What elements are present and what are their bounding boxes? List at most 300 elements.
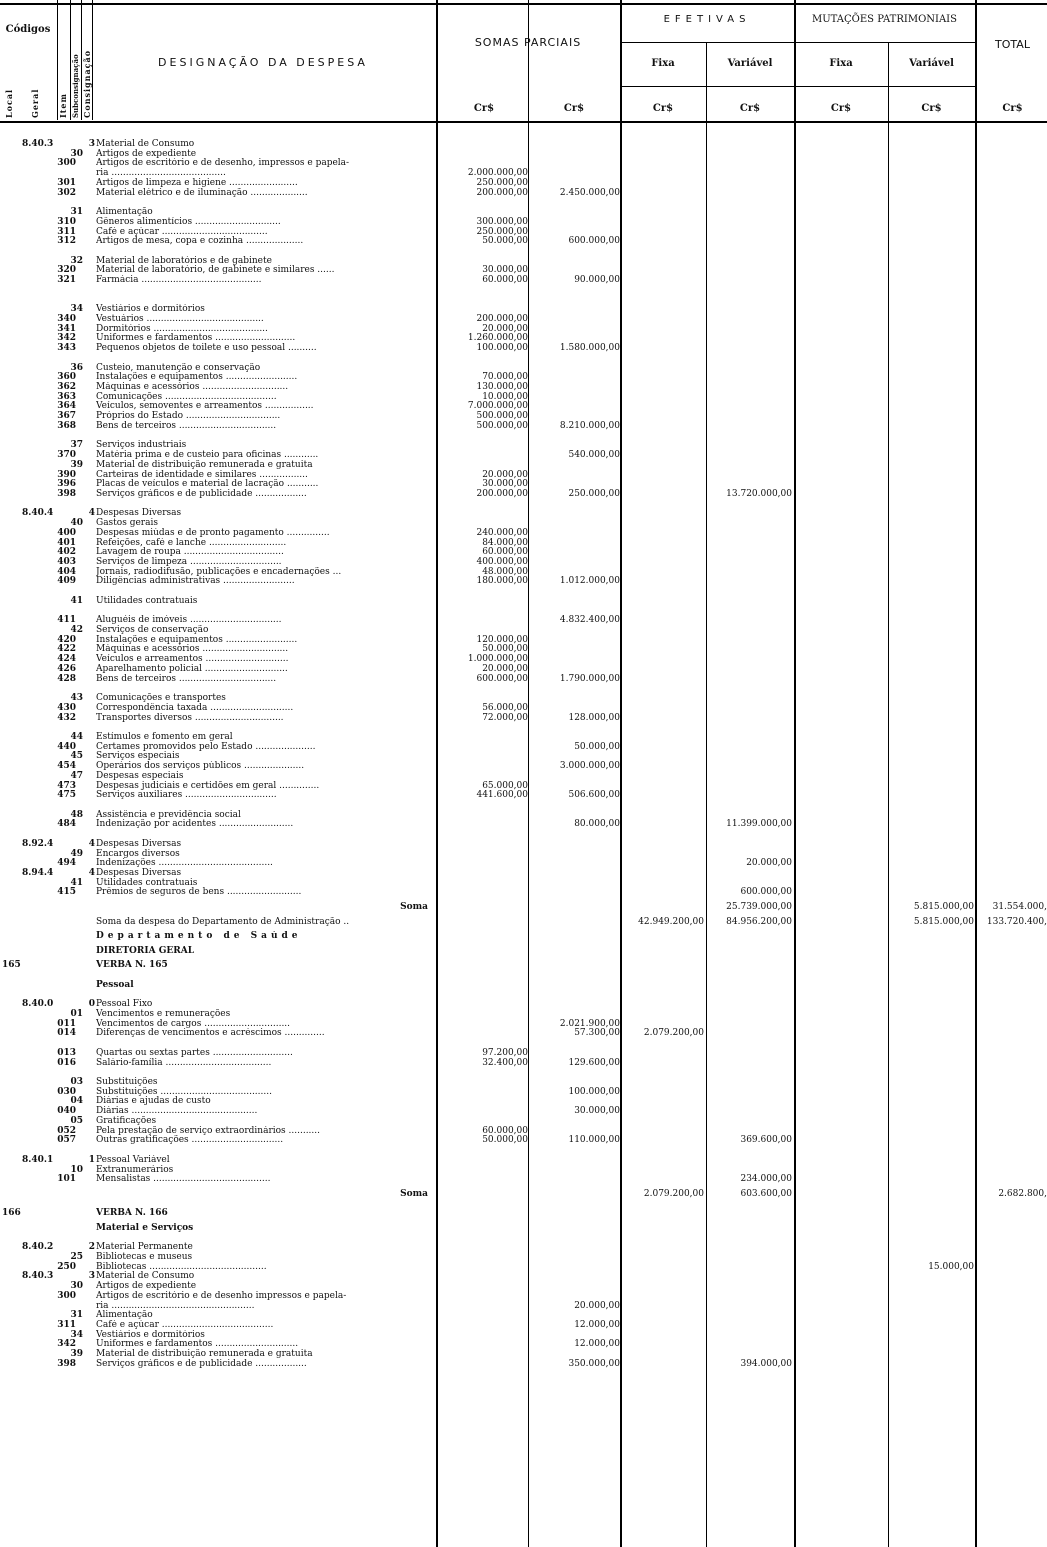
efetiva-variavel: 13.720.000,00 (726, 488, 792, 499)
description: Despesas Diversas (96, 868, 182, 878)
description: Despesas miúdas e de pronto pagamento ............... (96, 527, 330, 538)
description: Operários dos serviços públicos ..................... (96, 761, 305, 772)
soma-parcial-2: 100.000,00 (568, 1086, 620, 1097)
code-item: 424 (57, 654, 76, 665)
soma-parcial-2: 1.580.000,00 (559, 343, 620, 354)
code-item: 311 (57, 1320, 76, 1330)
code-item: 367 (57, 411, 76, 422)
description: Indenização por acidentes .......................... (96, 819, 294, 830)
code-item: 422 (57, 644, 76, 655)
code-item: 473 (57, 780, 76, 791)
table-row (0, 217, 1047, 227)
table-row (0, 674, 1047, 684)
table-row (0, 625, 1047, 635)
description: Veículos, semoventes e arreamentos ................. (96, 401, 314, 412)
table-row (0, 858, 1047, 868)
description: Departamento de Saúde (96, 931, 302, 942)
code-subconsignacao: 48 (70, 809, 83, 820)
efetiva-variavel: 84.956.200,00 (726, 916, 792, 927)
table-row (0, 946, 1047, 956)
description: Serviços industriais (96, 440, 187, 451)
description: Diárias e ajudas de custo (96, 1096, 211, 1107)
currency-ef-fixa: Cr$ (652, 103, 674, 114)
table-row (0, 1208, 1047, 1218)
table-row (0, 236, 1047, 246)
table-row (0, 819, 1047, 829)
description: Jornais, radiodifusão, publicações e encadernações ... (96, 566, 342, 577)
code-item: 311 (57, 226, 76, 237)
code-subconsignacao: 47 (70, 770, 83, 781)
table-row (0, 1271, 1047, 1281)
header-subconsignacao: Subconsignação (71, 54, 80, 118)
total: 2.682.800, (998, 1188, 1047, 1199)
table-row (0, 790, 1047, 800)
efetiva-variavel: 11.399.000,00 (726, 819, 792, 830)
description: Material elétrico e de iluminação .................... (96, 187, 308, 198)
mutacao-variavel: 5.815.000,00 (913, 916, 974, 927)
description: Pessoal (96, 979, 134, 990)
soma-parcial-2: 3.000.000,00 (559, 761, 620, 772)
table-row (0, 615, 1047, 625)
code-subconsignacao: 34 (70, 304, 83, 315)
code-item: 404 (57, 566, 76, 577)
code-item: 484 (57, 819, 76, 830)
description: Instalações e equipamentos ......................... (96, 634, 298, 645)
description: Veículos e arreamentos ............................. (96, 654, 289, 665)
table-row (0, 1252, 1047, 1262)
table-row (0, 999, 1047, 1009)
table-row (0, 168, 1047, 178)
code-local: 8.40.4 (22, 508, 54, 519)
description: Serviços auxiliares ................................ (96, 790, 277, 801)
table-row (0, 567, 1047, 577)
description: Material de laboratórios e de gabinete (96, 255, 272, 266)
code-local: 8.40.0 (22, 999, 54, 1010)
description: Custeio, manutenção e conservação (96, 362, 261, 373)
code-subconsignacao: 30 (70, 1281, 83, 1292)
code-item: 390 (57, 469, 76, 480)
header-ef-variavel: Variável (727, 58, 773, 69)
table-row (0, 751, 1047, 761)
code-subconsignacao: 04 (70, 1096, 83, 1107)
soma-parcial-1: 20.000,00 (482, 663, 528, 674)
description: Serviços de conservação (96, 625, 209, 635)
code-item: 363 (57, 391, 76, 402)
soma-parcial-2: 20.000,00 (574, 1300, 620, 1311)
code-subconsignacao: 01 (70, 1008, 83, 1019)
code-consignacao: 3 (88, 1271, 95, 1282)
rule-top (0, 3, 1047, 5)
code-item: 396 (57, 479, 76, 490)
description: Artigos de escritório e de desenho, impressos e papela- (96, 158, 350, 169)
rule-sub-header (620, 42, 975, 43)
description: Gratificações (96, 1115, 157, 1126)
code-item: 052 (57, 1125, 76, 1136)
soma-parcial-1: 400.000,00 (476, 557, 528, 567)
soma-parcial-1: 7.000.000,00 (467, 401, 528, 412)
table-row (0, 887, 1047, 897)
description: Outras gratificações ................................ (96, 1135, 284, 1146)
soma-parcial-1: 50.000,00 (482, 644, 528, 655)
description: Vencimentos e remunerações (96, 1008, 231, 1019)
table-row (0, 1330, 1047, 1340)
description: Café e açúcar ....................................... (96, 1320, 274, 1330)
soma-parcial-2: 50.000,00 (574, 741, 620, 752)
description: Utilidades contratuais (96, 877, 198, 888)
description: Pela prestação de serviço extraordinários ........... (96, 1125, 320, 1136)
description: ria ........................................ (96, 168, 226, 179)
code-consignacao: 4 (88, 838, 95, 849)
soma-parcial-2: 129.600,00 (568, 1057, 620, 1068)
code-subconsignacao: 36 (70, 362, 83, 373)
table-row (0, 265, 1047, 275)
table-row (0, 1077, 1047, 1087)
soma-parcial-1: 72.000,00 (482, 712, 528, 723)
description: Despesas judiciais e certidões em geral .............. (96, 780, 320, 791)
soma-parcial-2: 2.021.900,00 (559, 1018, 620, 1029)
description: Máquinas e acessórios .............................. (96, 644, 289, 655)
description: ria .................................................. (96, 1300, 255, 1311)
soma-parcial-1: 48.000,00 (482, 566, 528, 577)
table-row (0, 178, 1047, 188)
table-row (0, 139, 1047, 149)
description: Gastos gerais (96, 518, 158, 529)
soma-parcial-2: 110.000,00 (568, 1135, 620, 1146)
table-row (0, 401, 1047, 411)
description: Serviços especiais (96, 751, 180, 762)
code-subconsignacao: 49 (70, 848, 83, 859)
soma-parcial-1: 30.000,00 (482, 265, 528, 276)
header-total: TOTAL (995, 38, 1030, 51)
description: Lavagem de roupa ................................... (96, 547, 284, 558)
table-row (0, 382, 1047, 392)
table-row (0, 1028, 1047, 1038)
table-row (0, 1174, 1047, 1184)
table-row (0, 1126, 1047, 1136)
table-row (0, 479, 1047, 489)
table-row (0, 1320, 1047, 1330)
description: Comunicações ....................................... (96, 391, 277, 402)
table-row (0, 1262, 1047, 1272)
table-row (0, 158, 1047, 168)
table-row (0, 810, 1047, 820)
description: Material de distribuição remunerada e gratuita (96, 1349, 313, 1360)
soma-parcial-1: 50.000,00 (482, 1135, 528, 1146)
soma-parcial-1: 56.000,00 (482, 702, 528, 713)
efetiva-variavel: 600.000,00 (740, 887, 792, 898)
code-item: 040 (57, 1106, 76, 1117)
code-item: 301 (57, 177, 76, 188)
code-item: 403 (57, 557, 76, 567)
header-item: Item (58, 93, 68, 118)
rule-currency-top (620, 86, 975, 87)
table-row (0, 547, 1047, 557)
code-item: 401 (57, 537, 76, 548)
header-local: Local (4, 88, 14, 118)
code-local: 8.40.1 (22, 1154, 54, 1165)
description: Salário-família ..................................... (96, 1057, 272, 1068)
description: Refeições, café e lanche ........................... (96, 537, 287, 548)
code-item: 475 (57, 790, 76, 801)
description: Alimentação (96, 207, 153, 217)
description: Carteiras de identidade e similares ................. (96, 469, 308, 480)
table-row (0, 207, 1047, 217)
efetiva-variavel: 369.600,00 (740, 1135, 792, 1146)
description: Dormitórios ........................................ (96, 323, 268, 334)
description: Serviços de limpeza ................................ (96, 557, 282, 567)
description: Estímulos e fomento em geral (96, 731, 233, 742)
description: Despesas Diversas (96, 508, 182, 519)
code-subconsignacao: 40 (70, 518, 83, 529)
code-local: 166 (2, 1208, 21, 1219)
code-subconsignacao: 31 (70, 1310, 83, 1321)
header-ef-fixa: Fixa (651, 58, 675, 69)
soma-parcial-1: 130.000,00 (476, 382, 528, 392)
code-subconsignacao: 44 (70, 731, 83, 742)
description: Diligências administrativas ......................... (96, 576, 295, 587)
soma-parcial-1: 1.000.000,00 (467, 654, 528, 665)
table-row (0, 960, 1047, 970)
description: Prêmios de seguros de bens .......................... (96, 887, 302, 898)
description: Bens de terceiros .................................. (96, 673, 277, 684)
header-efetivas: EFETIVAS (663, 14, 751, 25)
table-row (0, 917, 1047, 927)
table-row (0, 1223, 1047, 1233)
header-mu-variavel: Variável (909, 58, 954, 69)
table-row (0, 980, 1047, 990)
table-row (0, 693, 1047, 703)
table-row (0, 372, 1047, 382)
description: Artigos de escritório e de desenho impressos e papela- (96, 1290, 347, 1301)
soma-parcial-1: 20.000,00 (482, 469, 528, 480)
description: Comunicações e transportes (96, 693, 226, 703)
currency-sp1: Cr$ (473, 103, 495, 114)
header-mu-fixa: Fixa (829, 58, 853, 69)
table-row (0, 703, 1047, 713)
table-row (0, 771, 1047, 781)
efetiva-variavel: 603.600,00 (740, 1188, 792, 1199)
soma-parcial-1: 200.000,00 (476, 488, 528, 499)
description: Alimentação (96, 1310, 153, 1321)
table-row (0, 1301, 1047, 1311)
table-row (0, 931, 1047, 941)
code-item: 402 (57, 547, 76, 558)
description: Serviços gráficos e de publicidade .................. (96, 488, 307, 499)
table-row (0, 849, 1047, 859)
table-row (0, 557, 1047, 567)
soma-parcial-1: 100.000,00 (476, 343, 528, 354)
table-row (0, 1291, 1047, 1301)
total: 133.720.400, (986, 916, 1047, 927)
soma-label: Soma (400, 1188, 428, 1199)
description: VERBA N. 165 (96, 960, 168, 971)
code-item: 370 (57, 450, 76, 460)
code-item: 426 (57, 663, 76, 674)
code-local: 8.40.2 (22, 1242, 54, 1253)
code-item: 411 (57, 615, 76, 626)
description: Uniformes e fardamentos ............................ (96, 333, 296, 344)
soma-parcial-1: 60.000,00 (482, 1125, 528, 1136)
description: Certames promovidos pelo Estado ..................... (96, 741, 316, 752)
code-consignacao: 1 (88, 1154, 95, 1165)
code-item: 415 (57, 887, 76, 898)
soma-parcial-2: 2.450.000,00 (559, 187, 620, 198)
soma-parcial-1: 250.000,00 (476, 177, 528, 188)
table-row (0, 538, 1047, 548)
table-row (0, 343, 1047, 353)
table-row (0, 713, 1047, 723)
description: Serviços gráficos e de publicidade .................. (96, 1358, 307, 1369)
efetiva-variavel: 394.000,00 (740, 1358, 792, 1369)
description: Utilidades contratuais (96, 595, 198, 606)
code-item: 364 (57, 401, 76, 412)
description: Artigos de mesa, copa e cozinha .................... (96, 236, 304, 247)
table-row (0, 781, 1047, 791)
description: Vestuários ......................................... (96, 314, 264, 324)
code-item: 430 (57, 702, 76, 713)
table-row (0, 411, 1047, 421)
soma-parcial-1: 300.000,00 (476, 216, 528, 227)
code-consignacao: 4 (88, 868, 95, 878)
table-row (0, 839, 1047, 849)
table-row (0, 450, 1047, 460)
code-item: 409 (57, 576, 76, 587)
description: Aparelhamento policial ............................. (96, 663, 288, 674)
description: Material de laboratório, de gabinete e similares ...... (96, 265, 335, 276)
soma-parcial-1: 441.600,00 (476, 790, 528, 801)
currency-mu-var: Cr$ (921, 103, 942, 114)
description: Pequenos objetos de toilete e uso pessoal .......... (96, 343, 317, 354)
table-row (0, 1048, 1047, 1058)
description: Artigos de expediente (96, 1281, 197, 1292)
soma-parcial-1: 50.000,00 (482, 236, 528, 247)
code-consignacao: 0 (88, 999, 95, 1010)
table-row (0, 1058, 1047, 1068)
header-geral: Geral (30, 88, 40, 118)
soma-parcial-1: 2.000.000,00 (467, 168, 528, 179)
description: Indenizações ........................................ (96, 858, 273, 869)
code-subconsignacao: 37 (70, 440, 83, 451)
table-row (0, 1155, 1047, 1165)
table-row (0, 188, 1047, 198)
soma-parcial-1: 20.000,00 (482, 323, 528, 334)
description: Pessoal Variável (96, 1154, 170, 1165)
soma-parcial-1: 70.000,00 (482, 372, 528, 383)
code-item: 432 (57, 712, 76, 723)
table-row (0, 518, 1047, 528)
code-item: 250 (57, 1261, 76, 1272)
soma-parcial-2: 8.210.000,00 (559, 420, 620, 431)
table-row (0, 314, 1047, 324)
currency-total: Cr$ (1002, 103, 1023, 114)
mutacao-variavel: 15.000,00 (928, 1261, 974, 1272)
code-subconsignacao: 03 (70, 1077, 83, 1087)
description: Pessoal Fixo (96, 999, 153, 1010)
description: Próprios do Estado ................................. (96, 411, 281, 422)
rule-cons (92, 0, 93, 120)
table-row (0, 440, 1047, 450)
soma-parcial-1: 32.400,00 (482, 1057, 528, 1068)
table-row (0, 878, 1047, 888)
soma-parcial-2: 540.000,00 (568, 450, 620, 460)
soma-parcial-1: 65.000,00 (482, 780, 528, 791)
soma-parcial-1: 10.000,00 (482, 391, 528, 402)
header-consignacao: Consignação (82, 49, 92, 118)
soma-parcial-1: 60.000,00 (482, 275, 528, 286)
description: Material de distribuição remunerada e gratuita (96, 459, 313, 470)
code-item: 362 (57, 382, 76, 392)
description: Despesas especiais (96, 770, 184, 781)
code-item: 398 (57, 488, 76, 499)
code-item: 312 (57, 236, 76, 247)
code-subconsignacao: 10 (70, 1164, 83, 1175)
description: VERBA N. 166 (96, 1208, 168, 1219)
code-item: 013 (57, 1047, 76, 1058)
table-row (0, 528, 1047, 538)
code-subconsignacao: 39 (70, 1349, 83, 1360)
code-item: 057 (57, 1135, 76, 1146)
table-row (0, 1242, 1047, 1252)
description: Encargos diversos (96, 848, 180, 859)
description: Soma da despesa do Departamento de Administração .. (96, 916, 350, 927)
soma-parcial-1: 240.000,00 (476, 527, 528, 538)
code-item: 011 (57, 1018, 76, 1029)
soma-parcial-1: 30.000,00 (482, 479, 528, 490)
code-local: 8.92.4 (22, 838, 54, 849)
table-row (0, 1019, 1047, 1029)
table-row (0, 149, 1047, 159)
code-subconsignacao: 41 (70, 595, 83, 606)
table-row (0, 333, 1047, 343)
table-row (0, 1009, 1047, 1019)
code-item: 343 (57, 343, 76, 354)
soma-parcial-2: 506.600,00 (568, 790, 620, 801)
description: Farmácia .......................................... (96, 275, 262, 286)
efetiva-fixa: 42.949.200,00 (638, 916, 704, 927)
code-subconsignacao: 42 (70, 625, 83, 635)
soma-parcial-1: 250.000,00 (476, 226, 528, 237)
table-row (0, 576, 1047, 586)
code-item: 360 (57, 372, 76, 383)
soma-parcial-2: 90.000,00 (574, 275, 620, 286)
description: Artigos de expediente (96, 148, 197, 159)
description: Matéria prima e de custeio para oficinas ............ (96, 450, 319, 460)
soma-parcial-1: 200.000,00 (476, 314, 528, 324)
soma-parcial-2: 4.832.400,00 (559, 615, 620, 626)
soma-parcial-1: 60.000,00 (482, 547, 528, 558)
table-row (0, 470, 1047, 480)
description: Material de Consumo (96, 139, 195, 149)
soma-parcial-1: 1.260.000,00 (467, 333, 528, 344)
code-local: 8.40.3 (22, 139, 54, 149)
description: Gêneros alimentícios .............................. (96, 216, 281, 227)
table-row (0, 1359, 1047, 1369)
soma-parcial-2: 80.000,00 (574, 819, 620, 830)
code-item: 302 (57, 187, 76, 198)
table-row (0, 1165, 1047, 1175)
code-item: 342 (57, 1339, 76, 1350)
efetiva-fixa: 2.079.200,00 (643, 1028, 704, 1039)
code-subconsignacao: 41 (70, 877, 83, 888)
table-row (0, 1096, 1047, 1106)
code-item: 300 (57, 158, 76, 169)
soma-parcial-2: 250.000,00 (568, 488, 620, 499)
code-item: 320 (57, 265, 76, 276)
code-local: 8.94.4 (22, 868, 54, 878)
description: Quartas ou sextas partes ............................ (96, 1047, 293, 1058)
table-row (0, 275, 1047, 285)
code-subconsignacao: 31 (70, 207, 83, 217)
